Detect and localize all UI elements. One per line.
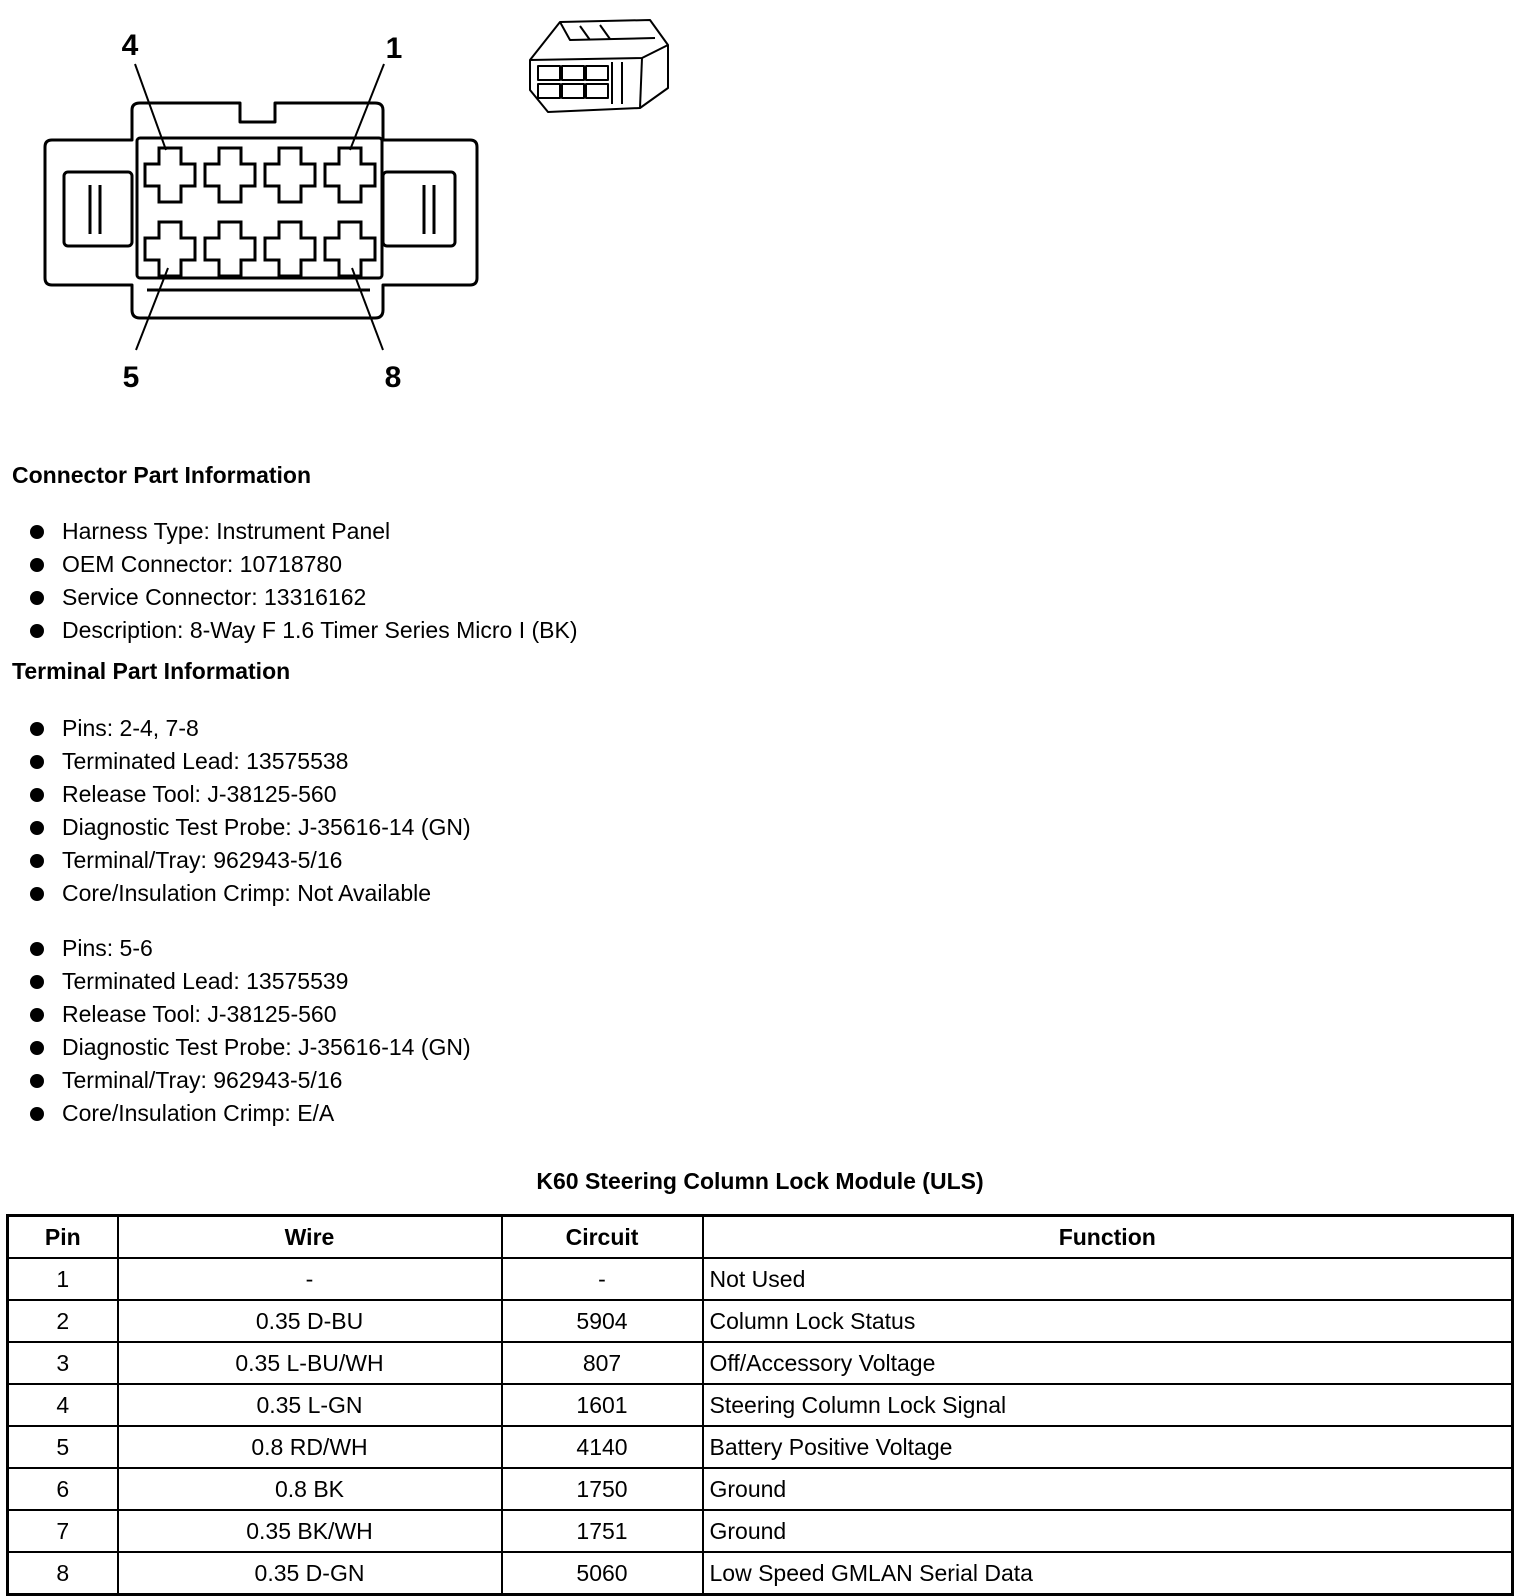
list-item: Terminated Lead: 13575539: [30, 965, 471, 998]
list-item: Pins: 5-6: [30, 932, 471, 965]
cell-function: Low Speed GMLAN Serial Data: [703, 1552, 1513, 1595]
connector-diagram: [0, 0, 700, 420]
terminal-info-group-1: [30, 712, 471, 910]
bullet-icon: [30, 854, 44, 868]
cell-circuit: 5060: [502, 1552, 703, 1595]
leader-line-5: [136, 268, 168, 350]
cell-pin: 8: [8, 1552, 118, 1595]
table-row: [8, 1426, 1513, 1468]
cell-wire: 0.8 BK: [118, 1468, 502, 1510]
pin-label-4: 4: [121, 29, 139, 62]
column-header-circuit: Circuit: [502, 1216, 703, 1259]
bullet-icon: [30, 722, 44, 736]
cell-circuit: 1750: [502, 1468, 703, 1510]
table-header-row: [8, 1216, 1513, 1259]
list-item: Service Connector: 13316162: [30, 581, 577, 614]
cell-function: Column Lock Status: [703, 1300, 1513, 1342]
list-item: Pins: 2-4, 7-8: [30, 712, 471, 745]
cell-wire: 0.35 BK/WH: [118, 1510, 502, 1552]
cell-circuit: -: [502, 1258, 703, 1300]
list-item: Description: 8-Way F 1.6 Timer Series Micro I (BK): [30, 614, 577, 647]
list-item: Core/Insulation Crimp: Not Available: [30, 877, 471, 910]
cell-circuit: 4140: [502, 1426, 703, 1468]
column-header-wire: Wire: [118, 1216, 502, 1259]
left-latch: [64, 172, 132, 246]
list-item: Diagnostic Test Probe: J-35616-14 (GN): [30, 811, 471, 844]
cell-function: Not Used: [703, 1258, 1513, 1300]
bullet-icon: [30, 788, 44, 802]
cell-wire: 0.8 RD/WH: [118, 1426, 502, 1468]
cell-function: Steering Column Lock Signal: [703, 1384, 1513, 1426]
pin-label-5: 5: [122, 361, 140, 394]
cell-wire: 0.35 D-BU: [118, 1300, 502, 1342]
pin-cavity-5: [145, 222, 195, 276]
table-title: K60 Steering Column Lock Module (ULS): [536, 1168, 984, 1194]
pin-cavity-1: [325, 148, 375, 202]
bullet-icon: [30, 558, 44, 572]
cell-pin: 5: [8, 1426, 118, 1468]
cell-wire: -: [118, 1258, 502, 1300]
cell-pin: 1: [8, 1258, 118, 1300]
cell-circuit: 1751: [502, 1510, 703, 1552]
pin-cavity-4: [145, 148, 195, 202]
column-header-pin: Pin: [8, 1216, 118, 1259]
bullet-icon: [30, 525, 44, 539]
cell-function: Ground: [703, 1468, 1513, 1510]
connector-info-list: [30, 515, 577, 647]
column-header-function: Function: [703, 1216, 1513, 1259]
list-item: Terminated Lead: 13575538: [30, 745, 471, 778]
table-row: [8, 1258, 1513, 1300]
list-item: Release Tool: J-38125-560: [30, 778, 471, 811]
connector-thumbnail: [530, 20, 668, 112]
bullet-icon: [30, 591, 44, 605]
pin-cavity-2: [265, 148, 315, 202]
cell-pin: 6: [8, 1468, 118, 1510]
cell-wire: 0.35 L-BU/WH: [118, 1342, 502, 1384]
bullet-icon: [30, 887, 44, 901]
bullet-icon: [30, 755, 44, 769]
cell-wire: 0.35 D-GN: [118, 1552, 502, 1595]
table-row: [8, 1552, 1513, 1595]
pin-label-8: 8: [384, 361, 402, 394]
table-row: [8, 1300, 1513, 1342]
cell-pin: 4: [8, 1384, 118, 1426]
bullet-icon: [30, 821, 44, 835]
cell-pin: 7: [8, 1510, 118, 1552]
bullet-icon: [30, 1074, 44, 1088]
bullet-icon: [30, 1041, 44, 1055]
pin-cavity-6: [205, 222, 255, 276]
list-item: Terminal/Tray: 962943-5/16: [30, 1064, 471, 1097]
pin-cavity-7: [265, 222, 315, 276]
list-item: OEM Connector: 10718780: [30, 548, 577, 581]
table-row: [8, 1384, 1513, 1426]
right-latch: [383, 172, 455, 246]
bullet-icon: [30, 942, 44, 956]
cell-circuit: 1601: [502, 1384, 703, 1426]
list-item: Diagnostic Test Probe: J-35616-14 (GN): [30, 1031, 471, 1064]
bullet-icon: [30, 975, 44, 989]
table-row: [8, 1342, 1513, 1384]
bullet-icon: [30, 1008, 44, 1022]
list-item: Release Tool: J-38125-560: [30, 998, 471, 1031]
connector-housing: [45, 103, 477, 318]
connector-info-title: Connector Part Information: [12, 462, 312, 488]
terminal-info-group-2: [30, 932, 471, 1130]
cell-pin: 2: [8, 1300, 118, 1342]
pin-label-1: 1: [385, 32, 403, 65]
cell-circuit: 5904: [502, 1300, 703, 1342]
pin-cavity-3: [205, 148, 255, 202]
terminal-info-title: Terminal Part Information: [12, 658, 291, 684]
pin-cavity-8: [325, 222, 375, 276]
bullet-icon: [30, 1107, 44, 1121]
bullet-icon: [30, 624, 44, 638]
cell-function: Battery Positive Voltage: [703, 1426, 1513, 1468]
table-row: [8, 1468, 1513, 1510]
pinout-table: [6, 1214, 1514, 1596]
cell-wire: 0.35 L-GN: [118, 1384, 502, 1426]
list-item: Core/Insulation Crimp: E/A: [30, 1097, 471, 1130]
cell-circuit: 807: [502, 1342, 703, 1384]
table-row: [8, 1510, 1513, 1552]
cell-function: Off/Accessory Voltage: [703, 1342, 1513, 1384]
list-item: Terminal/Tray: 962943-5/16: [30, 844, 471, 877]
cell-pin: 3: [8, 1342, 118, 1384]
leader-line-8: [352, 268, 383, 350]
list-item: Harness Type: Instrument Panel: [30, 515, 577, 548]
cell-function: Ground: [703, 1510, 1513, 1552]
